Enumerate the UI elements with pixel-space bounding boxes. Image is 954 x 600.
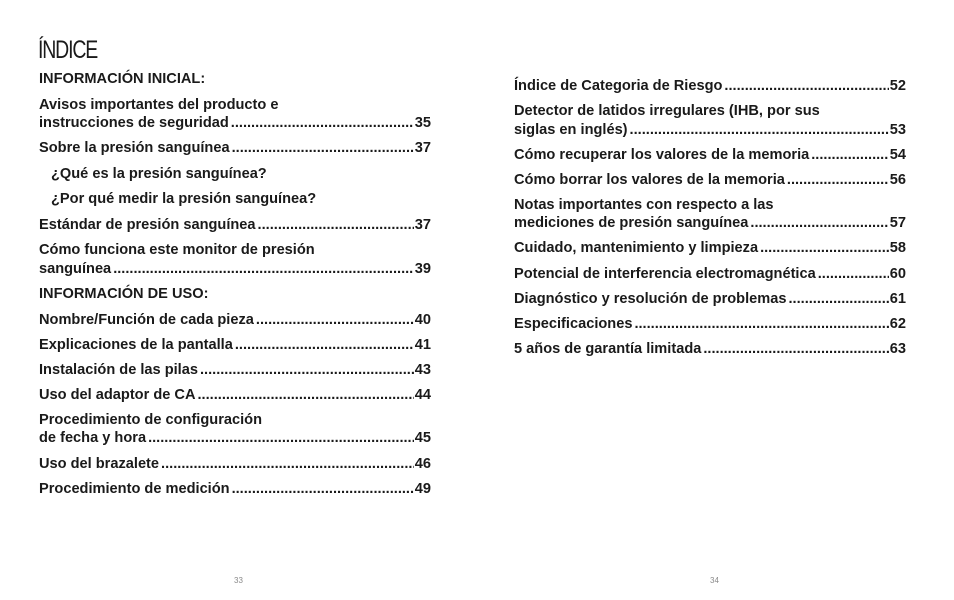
toc-entry-title: Explicaciones de la pantalla: [39, 336, 233, 353]
toc-page-number: 60: [889, 265, 906, 282]
toc-entry-leader-row: [39, 260, 431, 279]
toc-entry: [514, 315, 906, 334]
toc-entry-title: Nombre/Función de cada pieza: [39, 311, 254, 328]
toc-entry: [39, 216, 431, 235]
toc-page-number: 54: [889, 146, 906, 163]
toc-entry: [514, 196, 906, 233]
dot-leader: [198, 386, 414, 405]
toc-entry-leader-row: [39, 139, 431, 158]
toc-page-number: 63: [889, 340, 906, 357]
toc-entry-title: Cuidado, mantenimiento y limpieza: [514, 240, 759, 257]
toc-entry: [514, 146, 906, 165]
dot-leader: [760, 239, 889, 258]
toc-entry: [39, 96, 431, 133]
toc-entry: [514, 239, 906, 258]
toc-entry: [514, 171, 906, 190]
toc-page-number: 52: [889, 78, 906, 94]
toc-entry-leader-row: [39, 386, 431, 405]
toc-page-number: 62: [889, 315, 906, 332]
toc-entry-leader-row: [514, 171, 906, 190]
page-title: ÍNDICE: [38, 36, 98, 64]
page-number-right: 34: [710, 576, 719, 585]
dot-leader: [161, 455, 414, 474]
toc-entry-title-line: Procedimiento de configuración: [39, 411, 262, 428]
toc-entry: [39, 336, 431, 355]
toc-entry: [514, 340, 906, 359]
toc-entry-leader-row: [39, 336, 431, 355]
toc-entry-title-line: Avisos importantes del producto e: [39, 96, 279, 113]
toc-page-number: 43: [414, 361, 431, 378]
toc-subentry: ¿Qué es la presión sanguínea?: [51, 165, 267, 182]
toc-page-number: 39: [414, 260, 431, 277]
dot-leader: [232, 139, 414, 158]
toc-page-number: 37: [414, 216, 431, 233]
dot-leader: [724, 77, 888, 96]
page-number-left: 33: [234, 576, 243, 585]
toc-page-number: 44: [414, 386, 431, 403]
dot-leader: [818, 265, 889, 284]
toc-entry-leader-row: [514, 121, 906, 140]
dot-leader: [231, 114, 414, 133]
dot-leader: [235, 336, 414, 355]
toc-entry-title: Uso del brazalete: [39, 455, 160, 472]
toc-entry-title: instrucciones de seguridad: [39, 115, 229, 132]
toc-entry: [514, 102, 906, 139]
toc-entry-leader-row: [39, 216, 431, 235]
toc-entry: [39, 139, 431, 158]
toc-page-number: 35: [414, 115, 431, 132]
toc-entry-title-line: Cómo funciona este monitor de presión: [39, 242, 315, 259]
dot-leader: [703, 340, 888, 359]
dot-leader: [787, 171, 889, 190]
toc-entry: [39, 455, 431, 474]
dot-leader: [788, 290, 888, 309]
dot-leader: [200, 361, 414, 380]
toc-entry-leader-row: [514, 290, 906, 309]
toc-entry-leader-row: [514, 146, 906, 165]
toc-entry-title-line: Notas importantes con respecto a las: [514, 196, 774, 213]
toc-entry: [39, 241, 431, 278]
toc-entry-leader-row: [514, 214, 906, 233]
toc-page-number: 53: [889, 121, 906, 138]
toc-entry-title: siglas en inglés): [514, 121, 628, 138]
toc-entry-leader-row: [39, 114, 431, 133]
toc-entry-leader-row: [39, 429, 431, 448]
dot-leader: [811, 146, 889, 165]
dot-leader: [232, 480, 414, 499]
toc-entry-leader-row: [39, 480, 431, 499]
toc-entry-title: Diagnóstico y resolución de problemas: [514, 290, 787, 307]
toc-entry-title: Especificaciones: [514, 315, 633, 332]
toc-section-heading: INFORMACIÓN DE USO:: [39, 285, 209, 302]
toc-subentry: ¿Por qué medir la presión sanguínea?: [51, 191, 317, 208]
dot-leader: [630, 121, 889, 140]
dot-leader: [634, 315, 888, 334]
toc-entry-title: 5 años de garantía limitada: [514, 340, 702, 357]
toc-entry-title: Procedimiento de medición: [39, 480, 230, 497]
toc-entry: [514, 77, 906, 96]
dot-leader: [256, 311, 414, 330]
dot-leader: [750, 214, 888, 233]
toc-entry: [39, 361, 431, 380]
toc-entry-leader-row: [514, 239, 906, 258]
toc-entry-leader-row: [39, 455, 431, 474]
toc-entry-title: Cómo recuperar los valores de la memoria: [514, 146, 810, 163]
toc-entry-title: sanguínea: [39, 260, 112, 277]
toc-entry-title: mediciones de presión sanguínea: [514, 215, 749, 232]
toc-entry-leader-row: [514, 315, 906, 334]
toc-entry: [39, 386, 431, 405]
toc-page-number: 46: [414, 455, 431, 472]
toc-entry-leader-row: [39, 311, 431, 330]
toc-entry: [39, 411, 431, 448]
toc-entry: [514, 290, 906, 309]
dot-leader: [113, 260, 414, 279]
toc-entry: [39, 480, 431, 499]
toc-page-number: 37: [414, 140, 431, 157]
toc-right-column: [514, 77, 906, 365]
dot-leader: [258, 216, 414, 235]
toc-page-number: 57: [889, 215, 906, 232]
toc-entry-title: Cómo borrar los valores de la memoria: [514, 171, 785, 188]
toc-entry: [39, 311, 431, 330]
toc-entry-title: Sobre la presión sanguínea: [39, 140, 230, 157]
toc-page-number: 56: [889, 171, 906, 188]
toc-entry-title: Uso del adaptor de CA: [39, 386, 196, 403]
toc-page-number: 41: [414, 336, 431, 353]
toc-left-column: [39, 70, 431, 505]
toc-entry-leader-row: [514, 77, 906, 96]
toc-entry: [514, 265, 906, 284]
toc-entry-title: Estándar de presión sanguínea: [39, 216, 256, 233]
toc-entry-leader-row: [514, 265, 906, 284]
toc-section-heading: INFORMACIÓN INICIAL:: [39, 71, 206, 87]
toc-page-number: 49: [414, 480, 431, 497]
toc-entry-title-line: Detector de latidos irregulares (IHB, por sus: [514, 103, 820, 120]
toc-entry-title: Instalación de las pilas: [39, 361, 198, 378]
dot-leader: [148, 429, 414, 448]
toc-page-number: 58: [889, 240, 906, 257]
toc-page-number: 61: [889, 290, 906, 307]
toc-entry-leader-row: [39, 361, 431, 380]
toc-entry-title: Potencial de interferencia electromagnética: [514, 265, 816, 282]
toc-entry-leader-row: [514, 340, 906, 359]
toc-entry-title: Índice de Categoria de Riesgo: [514, 78, 723, 94]
toc-entry-title: de fecha y hora: [39, 430, 147, 447]
toc-page-number: 40: [414, 311, 431, 328]
toc-page-number: 45: [414, 430, 431, 447]
